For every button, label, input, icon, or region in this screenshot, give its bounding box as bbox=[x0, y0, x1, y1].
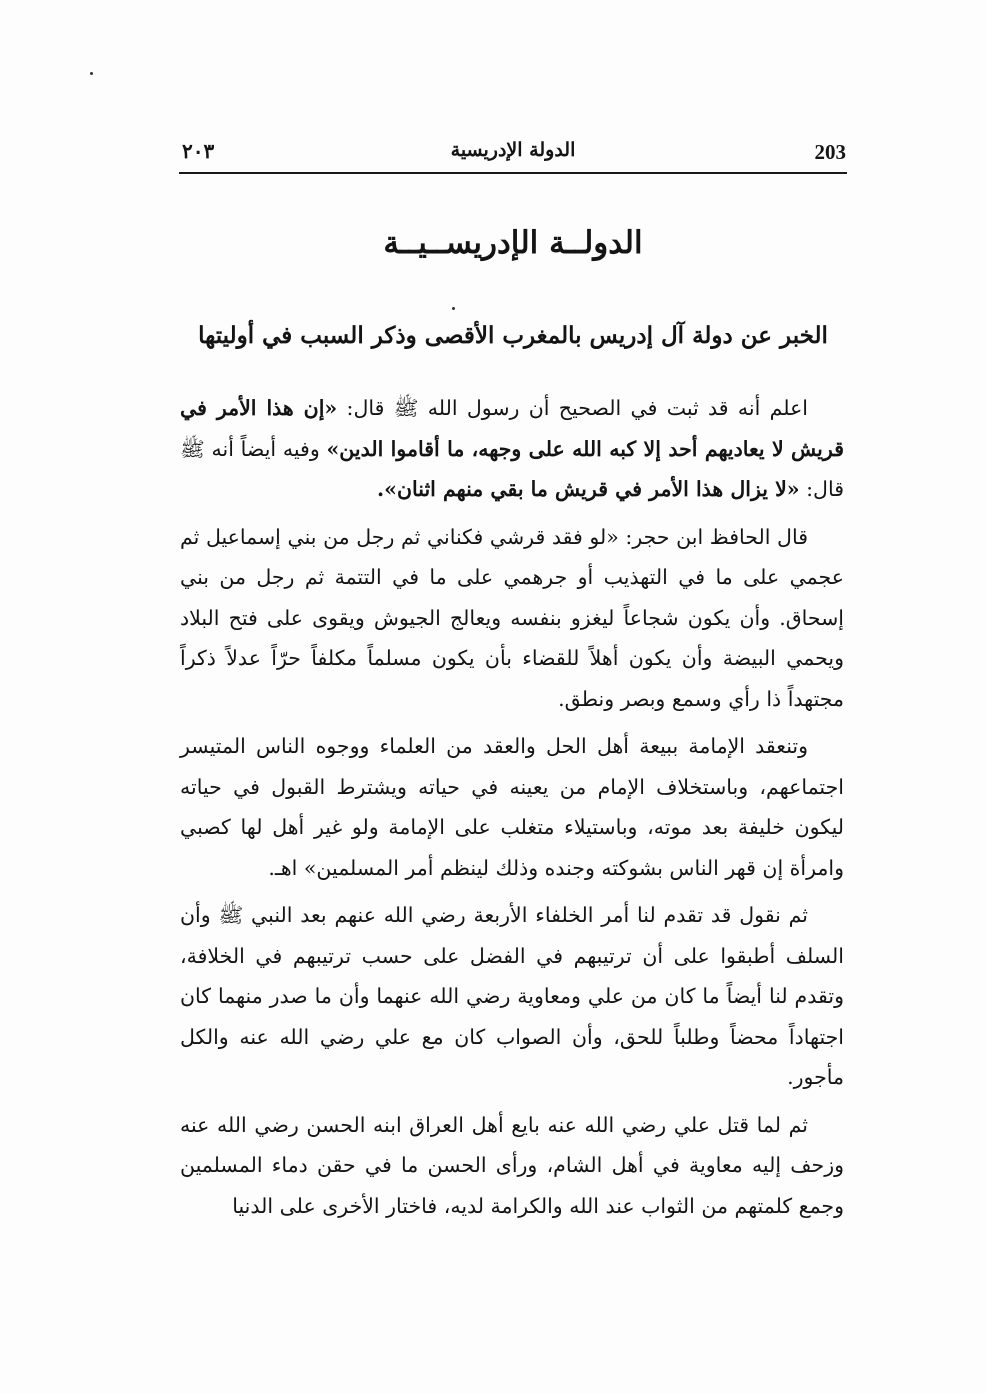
p1-middle: وفيه أيضاً أنه ﷺ قال: bbox=[180, 436, 844, 501]
chapter-title: الدولــة الإدريســيــة bbox=[383, 225, 643, 261]
page-header bbox=[180, 138, 846, 168]
header-rule bbox=[179, 172, 847, 174]
paragraph-2: قال الحافظ ابن حجر: «لو فقد قرشي فكناني ثم رجل من بني إسماعيل ثم عجمي على ما في التهذيب أو جرهمي على ما في التتمة ثم رجل من بني إسحاق. وأن يكون شجاعاً ليغزو بنفسه ويعالج الجيوش ويقوى على فتح البلاد ويحمي البيضة وأن يكون أهلاً للقضاء بأن يكون مسلماً مكلفاً حرّاً عدلاً ذكراً مجتهداً ذا رأي وسمع وبصر ونطق. bbox=[180, 524, 844, 711]
body-text bbox=[180, 388, 844, 1233]
hadith-quote-1: «إن هذا الأمر في قريش لا يعاديهم أحد إلا كبه الله على وجهه، ما أقاموا الدين» bbox=[180, 396, 844, 461]
scan-speck bbox=[452, 307, 455, 310]
scan-speck bbox=[90, 72, 93, 75]
paragraph-5: ثم لما قتل علي رضي الله عنه بايع أهل العراق ابنه الحسن رضي الله عنه وزحف إليه معاوية في أهل الشام، ورأى الحسن ما في حقن دماء المسلمين وجمع كلمتهم من الثواب عند الله والكرامة لديه، فاختار الأخرى على الدنيا bbox=[180, 1112, 844, 1218]
hadith-quote-2: «لا يزال هذا الأمر في قريش ما بقي منهم اثنان» bbox=[384, 477, 800, 501]
paragraph-1 bbox=[180, 388, 844, 510]
page-number-latin: 203 bbox=[814, 140, 846, 164]
page-number-arabic: ٢٠٣ bbox=[182, 139, 215, 163]
paragraph-4: ثم نقول قد تقدم لنا أمر الخلفاء الأربعة رضي الله عنهم بعد النبي ﷺ وأن السلف أطبقوا على أن ترتيبهم في الفضل على حسب ترتيبهم في الخلافة، وتقدم لنا أيضاً ما كان من علي ومعاوية رضي الله عنهما وأن ما صدر منهما كان اجتهاداً محضاً وطلباً للحق، وأن الصواب كان مع علي رضي الله عنه والكل مأجور. bbox=[180, 903, 844, 1089]
running-title: الدولة الإدريسية bbox=[450, 139, 576, 161]
p1-intro: اعلم أنه قد ثبت في الصحيح أن رسول الله ﷺ قال: bbox=[337, 396, 808, 420]
p1-end: . bbox=[377, 477, 385, 501]
section-title: الخبر عن دولة آل إدريس بالمغرب الأقصى وذكر السبب في أوليتها bbox=[198, 322, 828, 349]
paragraph-3: وتنعقد الإمامة ببيعة أهل الحل والعقد من العلماء ووجوه الناس المتيسر اجتماعهم، وباستخلاف الإمام من يعينه في حياته ويشترط القبول في حياته ليكون خليفة بعد موته، وباستيلاء متغلب على الإمامة ولو غير أهل لها كصبي وامرأة إن قهر الناس بشوكته وجنده وذلك لينظم أمر المسلمين» اهـ. bbox=[180, 734, 844, 880]
